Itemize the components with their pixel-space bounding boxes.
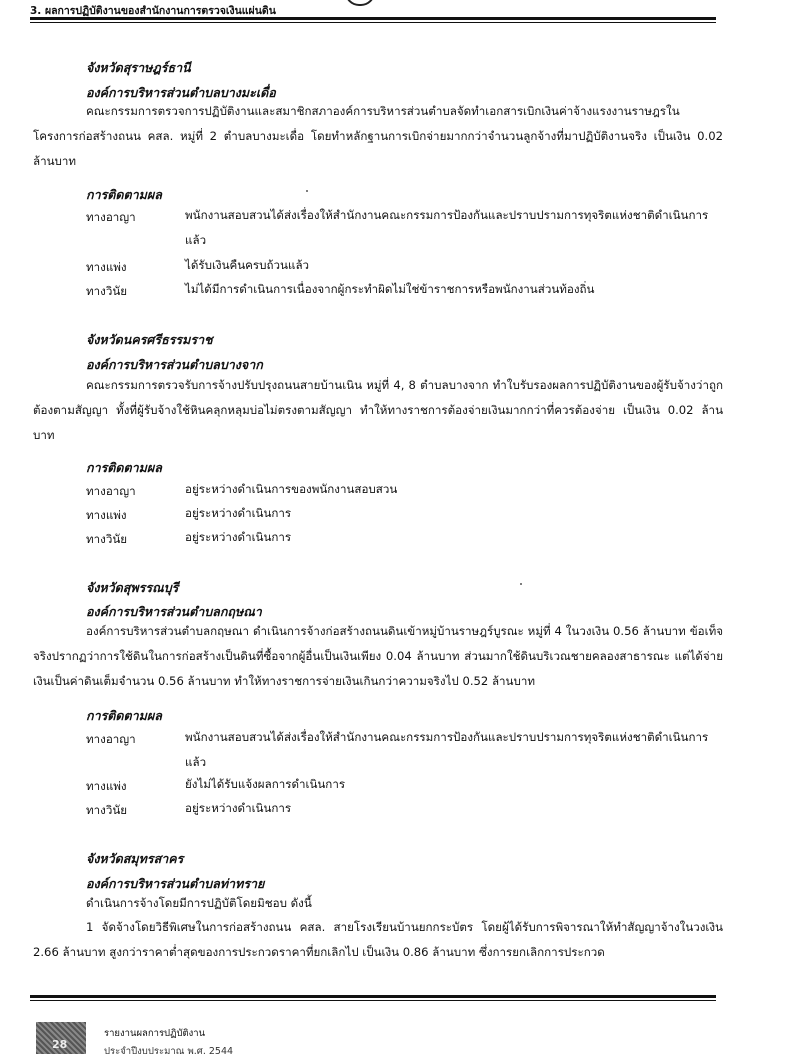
section-paragraph: คณะกรรมการตรวจการปฏิบัติงานและสมาชิกสภาองค์การบริหารส่วนตำบลจัดทำเอกสารเบิกเงินค่าจ้างแรงงานราษฎรในโครงการก่อสร้างถนน คสล. หมู่ที่ 2 ตำบลบางมะเดื่อ โดยทำหลักฐานการเบิกจ่ายมากกว่าจำนวนลูกจ้างที่มาปฏิบัติงานจริง เป็นเงิน 0.02 ล้านบาท [33,104,723,168]
scan-speck [306,190,308,192]
footer-rule-thin [30,1000,716,1001]
footer-report-title: รายงานผลการปฏิบัติงาน [104,1028,206,1039]
followup-value: ได้รับเงินคืนครบถ้วนแล้ว [185,258,310,272]
page-header-title: 3. ผลการปฏิบัติงานของสำนักงานการตรวจเงินแผ่นดิน [30,5,276,17]
followup-title: การติดตามผล [86,187,162,202]
followup-title: การติดตามผล [86,460,162,475]
section-paragraph: องค์การบริหารส่วนตำบลกฤษณา ดำเนินการจ้างก่อสร้างถนนดินเข้าหมู่บ้านราษฎร์บูรณะ หมู่ที่ 4 ในวงเงิน 0.56 ล้านบาท ข้อเท็จจริงปรากฏว่าการใช้ดินในการก่อสร้างเป็นดินที่ซื้อจากผู้อื่นเป็นเงินเพียง 0.04 ล้านบาท ส่วนมากใช้ดินบริเวณชายคลองสาธารณะ แต่ได้จ่ายเงินเป็นค่าดินเต็มจำนวน 0.56 ล้านบาท ทำให้ทางราชการจ่ายเงินเกินกว่าความจริงไป 0.52 ล้านบาท [33,624,723,688]
followup-value: อยู่ระหว่างดำเนินการ [185,506,292,520]
section-org: องค์การบริหารส่วนตำบลบางจาก [86,357,263,372]
followup-label: ทางอาญา [86,732,136,746]
followup-value: อยู่ระหว่างดำเนินการ [185,530,292,544]
page-number: 28 [52,1038,68,1051]
followup-value: อยู่ระหว่างดำเนินการของพนักงานสอบสวน [185,482,398,496]
section-province: จังหวัดนครศรีธรรมราช [86,332,213,347]
followup-value: ยังไม่ได้รับแจ้งผลการดำเนินการ [185,777,346,791]
followup-label: ทางวินัย [86,803,128,817]
section-org: องค์การบริหารส่วนตำบลบางมะเดื่อ [86,85,276,100]
section-paragraph: ดำเนินการจ้างโดยมีการปฏิบัติโดยมิชอบ ดังนี้ [86,896,312,910]
section-org: องค์การบริหารส่วนตำบลกฤษณา [86,604,262,619]
header-rule [30,17,716,20]
scan-speck [520,583,522,585]
followup-label: ทางอาญา [86,484,136,498]
section-province: จังหวัดสุพรรณบุรี [86,580,179,595]
followup-value: พนักงานสอบสวนได้ส่งเรื่องให้สำนักงานคณะกรรมการป้องกันและปราบปรามการทุจริตแห่งชาติดำเนินการแล้ว [185,730,709,769]
section-province: จังหวัดสุราษฎร์ธานี [86,60,191,75]
section-org: องค์การบริหารส่วนตำบลท่าทราย [86,876,265,891]
section-paragraph: คณะกรรมการตรวจรับการจ้างปรับปรุงถนนสายบ้านเนิน หมู่ที่ 4, 8 ตำบลบางจาก ทำใบรับรองผลการปฏิบัติงานของผู้รับจ้างว่าถูกต้องตามสัญญา ทั้งที่ผู้รับจ้างใช้หินคลุกหลุมบ่อไม่ตรงตามสัญญา ทำให้ทางราชการต้องจ่ายเงินมากกว่าที่ควรต้องจ่าย เป็นเงิน 0.02 ล้านบาท [33,378,723,442]
followup-label: ทางวินัย [86,284,128,298]
followup-value: อยู่ระหว่างดำเนินการ [185,801,292,815]
section-paragraph-item: 1 จัดจ้างโดยวิธีพิเศษในการก่อสร้างถนน คสล. สายโรงเรียนบ้านยกกระบัตร โดยผู้ได้รับการพิจารณาให้ทำสัญญาจ้างในวงเงิน 2.66 ล้านบาท สูงกว่าราคาต่ำสุดของการประกวดราคาที่ยกเลิกไป เป็นเงิน 0.86 ล้านบาท ซึ่งการยกเลิกการประกวด [33,920,723,959]
followup-value: ไม่ได้มีการดำเนินการเนื่องจากผู้กระทำผิดไม่ใช่ข้าราชการหรือพนักงานส่วนท้องถิ่น [185,282,595,296]
section-province: จังหวัดสมุทรสาคร [86,851,184,866]
followup-label: ทางอาญา [86,210,136,224]
followup-label: ทางแพ่ง [86,508,127,522]
followup-title: การติดตามผล [86,708,162,723]
emblem-icon [345,0,375,6]
footer-report-year: ประจำปีงบประมาณ พ.ศ. 2544 [104,1046,234,1054]
followup-label: ทางแพ่ง [86,779,127,793]
header-rule-thin [30,22,716,23]
followup-label: ทางแพ่ง [86,260,127,274]
followup-label: ทางวินัย [86,532,128,546]
followup-value: พนักงานสอบสวนได้ส่งเรื่องให้สำนักงานคณะกรรมการป้องกันและปราบปรามการทุจริตแห่งชาติดำเนินการแล้ว [185,208,709,247]
footer-rule [30,995,716,998]
